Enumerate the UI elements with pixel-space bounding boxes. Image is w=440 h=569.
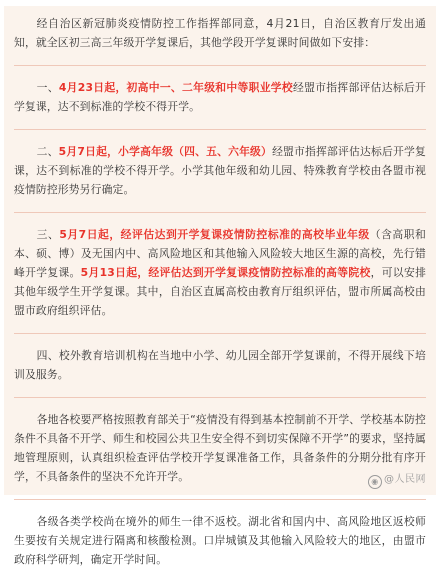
item-four-paragraph: [14, 346, 426, 384]
watermark-text: @人民网: [384, 474, 426, 485]
divider: [14, 129, 426, 130]
item-three-text: ，可以安排其他年级学生开学复课。其中，自治区直属高校由教育厅组织评估，盟市所属高校由盟市政府组织评估。: [14, 266, 427, 317]
item-two-text: 经盟市指挥部评估达标后开学复课，达不到标准的学校不得开学。小学其他年级和幼儿园、特殊教育学校由各盟市视疫情防控形势另行确定。: [14, 145, 426, 196]
item-three-highlight: 5月7日起，经评估达到开学复课疫情防控标准的高校毕业年级: [59, 228, 370, 241]
divider: [14, 499, 426, 500]
divider: [14, 65, 426, 66]
intro-paragraph: [14, 14, 426, 52]
weibo-logo-icon: ◉: [368, 475, 382, 489]
divider: [14, 333, 426, 334]
notice-document: [4, 6, 436, 566]
divider: [14, 397, 426, 398]
overseas-paragraph: [14, 512, 426, 569]
item-two-highlight: 5月7日起，小学高年级（四、五、六年级）: [58, 145, 273, 158]
item-three-middle-text: （含高职和本、硕、博）及无国内中、高风险地区和其他输入风险较大地区生源的高校，先行错峰开学复课。: [14, 228, 426, 279]
overseas-text: 各级各类学校尚在境外的师生一律不返校。湖北省和国内中、高风险地区返校师生要按有关规定进行隔离和核酸检测。口岸城镇及其他输入风险较大的地区，由盟市政府科学研判，确定开学时间。: [14, 515, 426, 566]
requirements-text: 各地各校要严格按照教育部关于“疫情没有得到基本控制前不开学、学校基本防控条件不具备不开学、师生和校园公共卫生安全得不到切实保障不开学”的要求，坚持属地管理原则，认真组织检查评估学校开学复课准备工作，具备条件的分期分批有序开学，不具备条件的坚决不允许开学。: [14, 413, 426, 483]
requirements-paragraph: [14, 410, 426, 486]
divider: [14, 212, 426, 213]
intro-text: 经自治区新冠肺炎疫情防控工作指挥部同意，4月21日，自治区教育厅发出通知，就全区初三高三年级开学复课后，其他学段开学复课时间做如下安排：: [14, 17, 426, 49]
watermark: [368, 470, 426, 489]
item-two-number: 二、: [36, 145, 59, 158]
item-two-paragraph: [14, 142, 426, 199]
item-one-number: 一、: [36, 81, 59, 94]
item-one-text: 经盟市指挥部评估达标后开学复课，达不到标准的学校不得开学。: [14, 81, 426, 113]
item-one-paragraph: [14, 78, 426, 116]
item-three-second-highlight: 5月13日起，经评估达到开学复课疫情防控标准的高等院校: [80, 266, 371, 279]
item-three-number: 三、: [36, 228, 60, 241]
item-one-highlight: 4月23日起，初高中一、二年级和中等职业学校: [58, 81, 293, 94]
item-four-text: 四、校外教育培训机构在当地中小学、幼儿园全部开学复课前，不得开展线下培训及服务。: [14, 349, 426, 381]
item-three-paragraph: [14, 225, 426, 320]
